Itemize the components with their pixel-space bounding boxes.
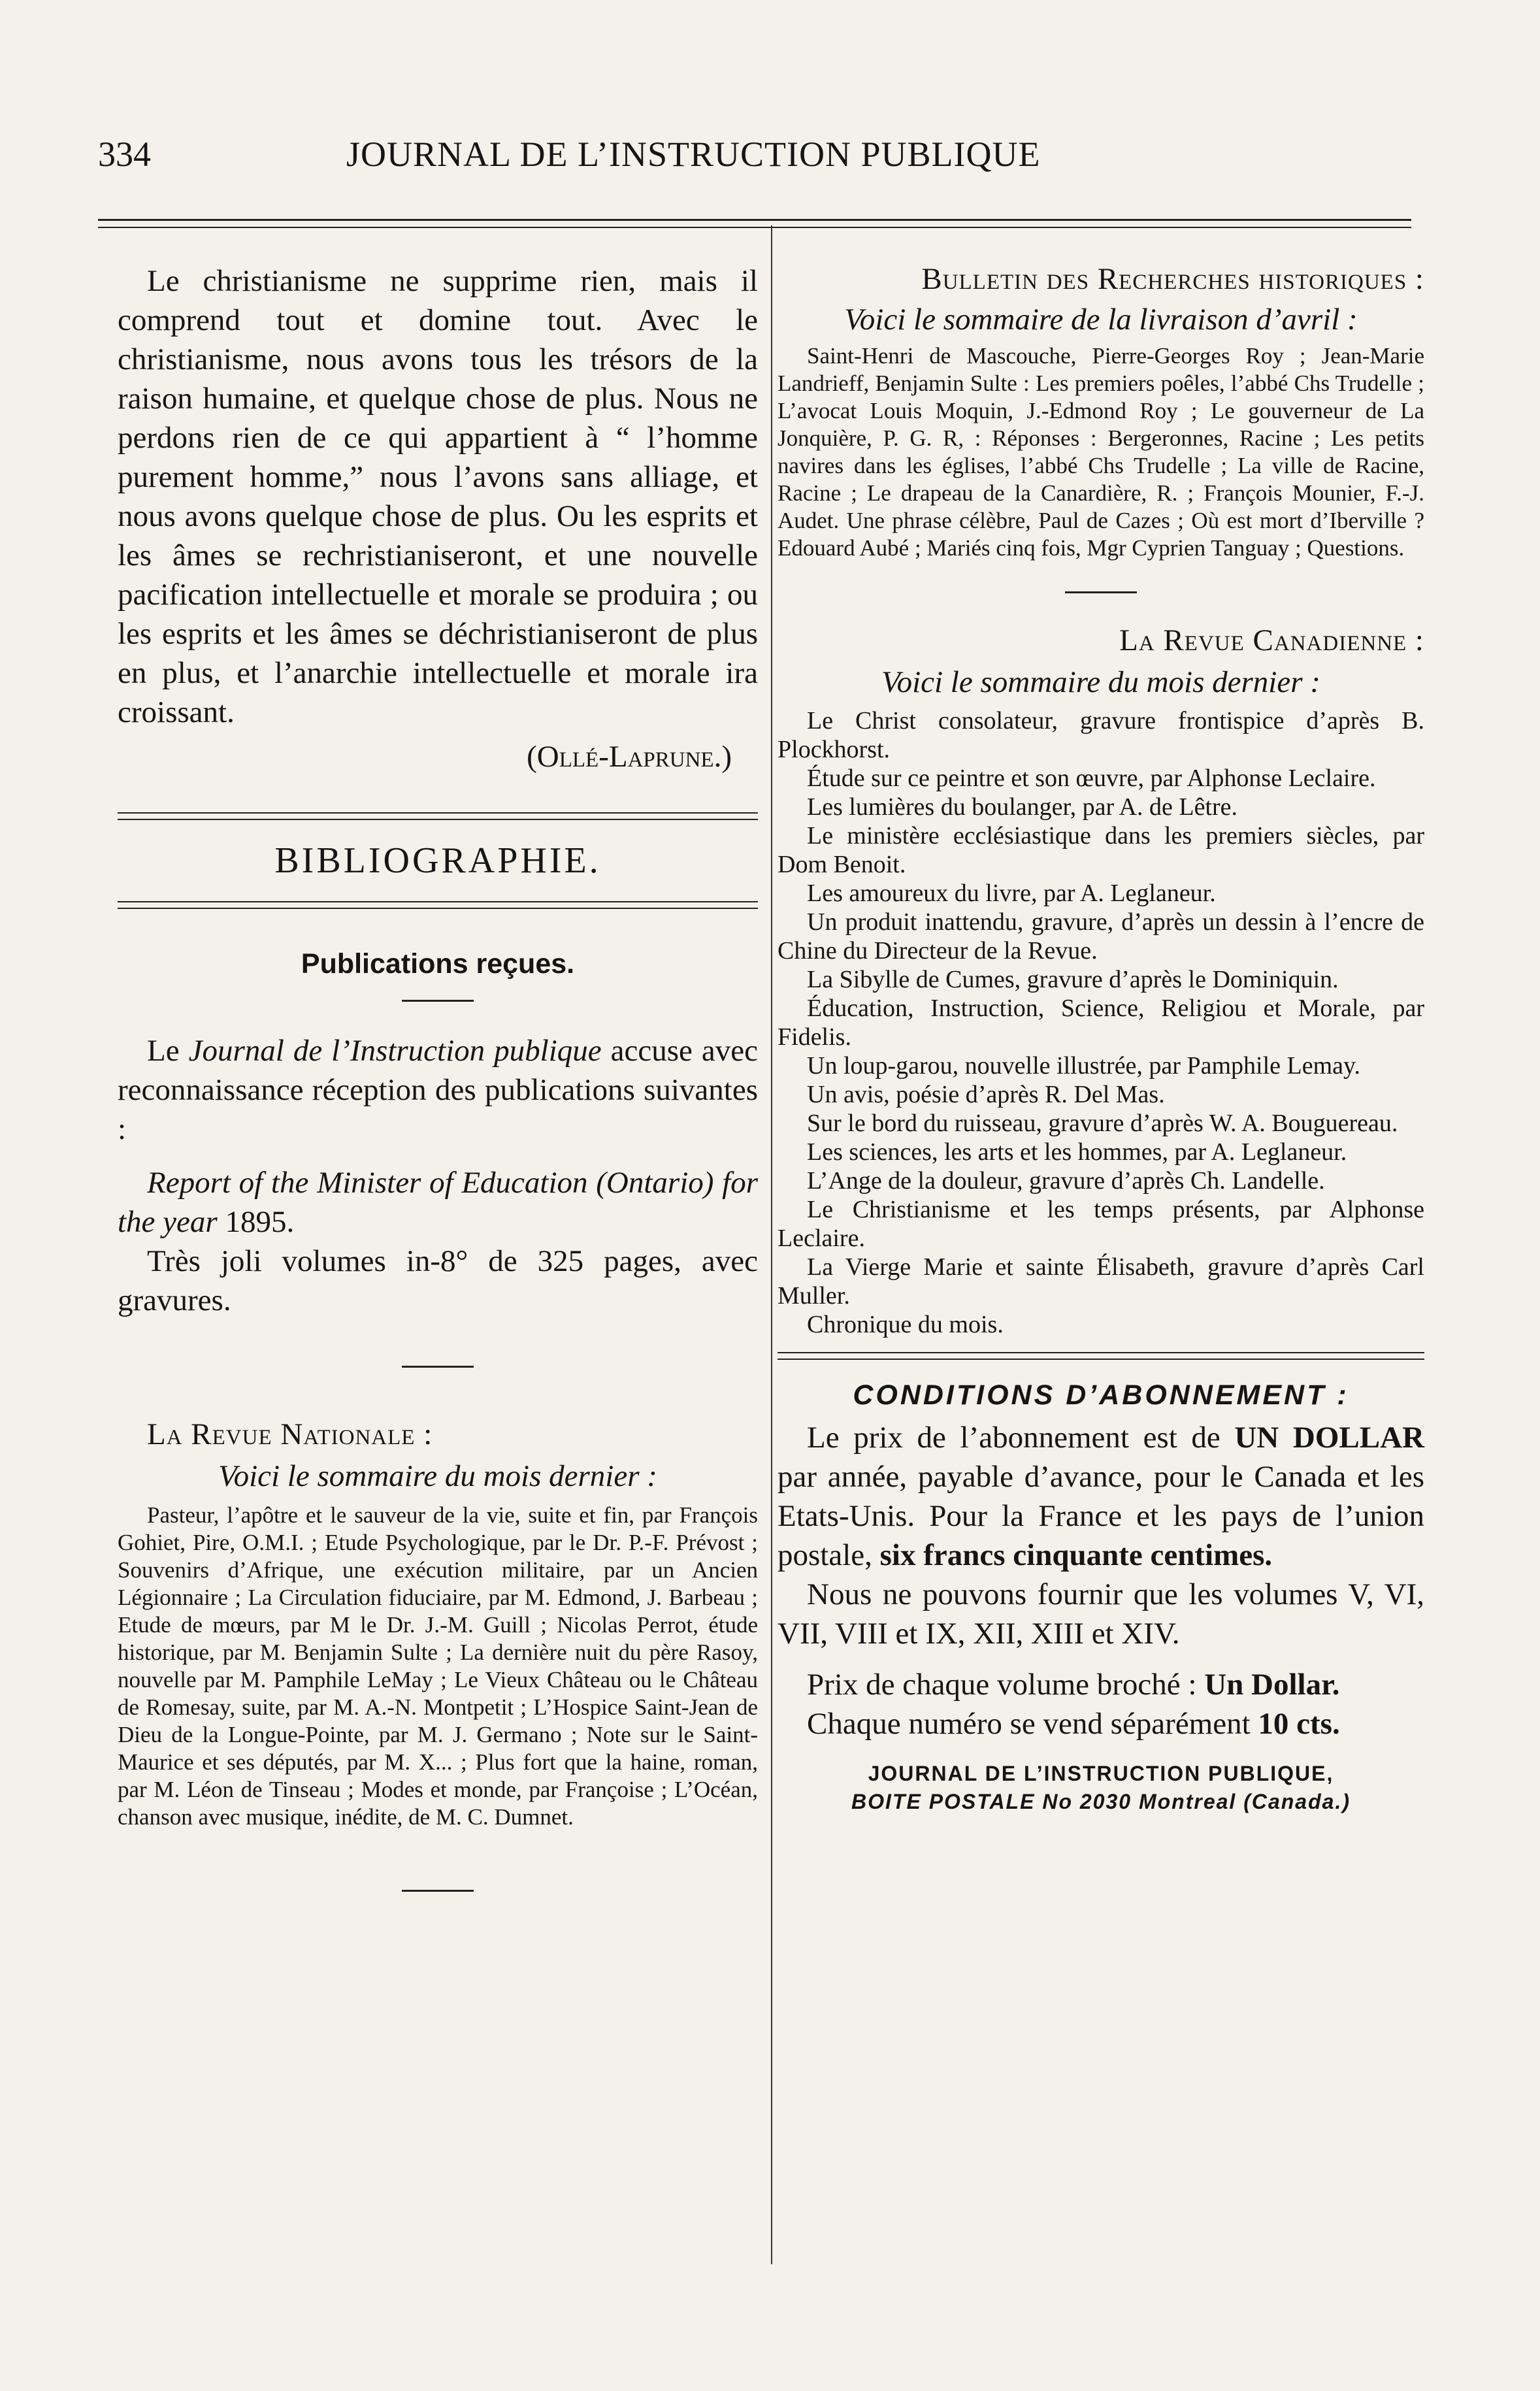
revue-nationale-subtitle: Voici le sommaire du mois dernier :: [218, 1459, 657, 1493]
list-item: Le ministère ecclésiastique dans les premiers siècles, par Dom Benoit.: [778, 822, 1424, 878]
footer-address: BOITE POSTALE No 2030 Montreal (Canada.): [851, 1790, 1351, 1813]
revue-nationale-title: La Revue Nationale :: [147, 1417, 433, 1451]
bulletin-subtitle: Voici le sommaire de la livraison d’avril :: [844, 303, 1358, 337]
list-item: Un avis, poésie d’après R. Del Mas.: [807, 1081, 1165, 1108]
publications-intro: Le Journal de l’Instruction publique accuse avec reconnaissance réception des publications suivantes :: [118, 1034, 758, 1146]
list-item: Les amoureux du livre, par A. Leglaneur.: [807, 880, 1216, 907]
revue-nationale-contents: Pasteur, l’apôtre et le sauveur de la vie, suite et fin, par François Gohiet, Pire, O.M.I. ; Etude Psychologique, par le Dr. P.-F. Prévost ; Souvenirs d’Afrique, une exécution militaire, par un Ancien Légionnaire ; La Circulation fiduciaire, par M. Edmond, J. Barbeau ; Etude de mœurs, par M le Dr. J.-M. Guill ; Nicolas Perrot, étude historique, par M. Benjamin Sulte ; La dernière nuit du père Rasoy, nouvelle par M. Pamphile LeMay ; Le Vieux Château ou le Château de Romesay, suite, par M. A.-N. Montpetit ; L’Hospice Saint-Jean de Dieu de la Longue-Pointe, par M. J. Germano ; Note sur le Saint-Maurice et ses députés, par M. X... ; Plus fort que la haine, roman, par M. Léon de Tinseau ; Modes et monde, par Françoise ; L’Océan, chanson avec musique, inédite, de M. C. Dumnet.: [118, 1502, 758, 1830]
separator-dash: [402, 1000, 474, 1002]
list-item: Étude sur ce peintre et son œuvre, par Alphonse Leclaire.: [807, 765, 1376, 792]
conditions-price: Le prix de l’abonnement est de UN DOLLAR par année, payable d’avance, pour le Canada et les Etats-Unis. Pour la France et les pays de l’union postale, six francs cinquante centimes.: [778, 1421, 1425, 1572]
bulletin-contents: Saint-Henri de Mascouche, Pierre-Georges Roy ; Jean-Marie Landrieff, Benjamin Sulte : Les premiers poêles, l’abbé Chs Trudelle ; L’avocat Louis Moquin, J.-Edmond Roy ; Le gouverneur de La Jonquière, P. G. R, : Réponses : Bergeronnes, Racine ; Les petits navires dans les églises, l’abbé Chs Trudelle ; La ville de Racine, Racine ; Le drapeau de la Canardière, R. ; François Mounier, F.-J. Audet. Une phrase célèbre, Paul de Cazes ; Où est mort d’Iberville ? Edouard Aubé ; Mariés cinq fois, Mgr Cyprien Tanguay ; Questions.: [778, 343, 1424, 561]
separator-dash: [402, 1890, 474, 1892]
report-description: Très joli volumes in-8° de 325 pages, avec gravures.: [118, 1244, 758, 1317]
list-item: Un produit inattendu, gravure, d’après un dessin à l’encre de Chine du Directeur de la Revue.: [778, 908, 1424, 965]
conditions-issue-price: Chaque numéro se vend séparément 10 cts.: [807, 1707, 1340, 1741]
list-item: Les lumières du boulanger, par A. de Lêtre.: [807, 793, 1238, 821]
revue-canadienne-list: [778, 706, 1424, 1339]
separator-dash: [1065, 591, 1137, 593]
running-title: JOURNAL DE L’INSTRUCTION PUBLIQUE: [346, 135, 1041, 174]
section-rule: [778, 1352, 1424, 1360]
list-item: La Vierge Marie et sainte Élisabeth, gravure d’après Carl Muller.: [778, 1253, 1424, 1310]
conditions-volumes: Nous ne pouvons fournir que les volumes V, VI, VII, VIII et IX, XII, XIII et XIV.: [778, 1577, 1424, 1651]
list-item: Le Christ consolateur, gravure frontispice d’après B. Plockhorst.: [778, 707, 1424, 763]
left-column: [118, 261, 758, 1892]
section-rule: [118, 901, 758, 909]
section-rule: [118, 812, 758, 820]
list-item: La Sibylle de Cumes, gravure d’après le Dominiquin.: [807, 966, 1339, 993]
page-header: [98, 134, 1411, 193]
list-item: Sur le bord du ruisseau, gravure d’après W. A. Bouguereau.: [807, 1110, 1398, 1137]
page-number: 334: [98, 135, 151, 174]
conditions-volume-price: Prix de chaque volume broché : Un Dollar.: [807, 1668, 1340, 1702]
bibliography-heading: BIBLIOGRAPHIE.: [274, 840, 601, 881]
list-item: Chronique du mois.: [807, 1311, 1004, 1338]
separator-dash: [402, 1366, 474, 1368]
header-rule: [98, 219, 1411, 221]
revue-canadienne-subtitle: Voici le sommaire du mois dernier :: [881, 665, 1320, 699]
bulletin-title: Bulletin des Recherches historiques :: [921, 262, 1424, 296]
list-item: L’Ange de la douleur, gravure d’après Ch. Landelle.: [807, 1167, 1325, 1195]
list-item: Les sciences, les arts et les hommes, par A. Leglaneur.: [807, 1138, 1347, 1166]
quote-paragraph: Le christianisme ne supprime rien, mais il comprend tout et domine tout. Avec le christianisme, nous avons tous les trésors de la raison humaine, et quelque chose de plus. Nous ne perdons rien de ce qui appartient à “ l’homme purement homme,” nous l’avons sans alliage, et nous avons quelque chose de plus. Ou les esprits et les âmes se rechristianiseront, et une nouvelle pacification intellectuelle et morale se produira ; ou les esprits et les âmes se déchristianiseront de plus en plus, et l’anarchie intellectuelle et morale ira croissant.: [118, 264, 758, 729]
report-entry: Report of the Minister of Education (Ontario) for the year 1895.: [118, 1166, 758, 1239]
list-item: Un loup-garou, nouvelle illustrée, par Pamphile Lemay.: [807, 1052, 1361, 1080]
publications-heading: Publications reçues.: [301, 948, 575, 980]
revue-canadienne-title: La Revue Canadienne :: [1119, 623, 1424, 657]
footer-publisher: JOURNAL DE L’INSTRUCTION PUBLIQUE,: [868, 1762, 1334, 1785]
list-item: Éducation, Instruction, Science, Religiou et Morale, par Fidelis.: [778, 995, 1424, 1051]
conditions-heading: CONDITIONS D’ABONNEMENT :: [853, 1379, 1349, 1411]
right-column: [778, 261, 1424, 1814]
column-divider: [771, 225, 772, 2264]
list-item: Le Christianisme et les temps présents, par Alphonse Leclaire.: [778, 1196, 1424, 1252]
header-rule-thin: [98, 227, 1411, 228]
quote-author: (Ollé-Laprune.): [527, 740, 732, 774]
